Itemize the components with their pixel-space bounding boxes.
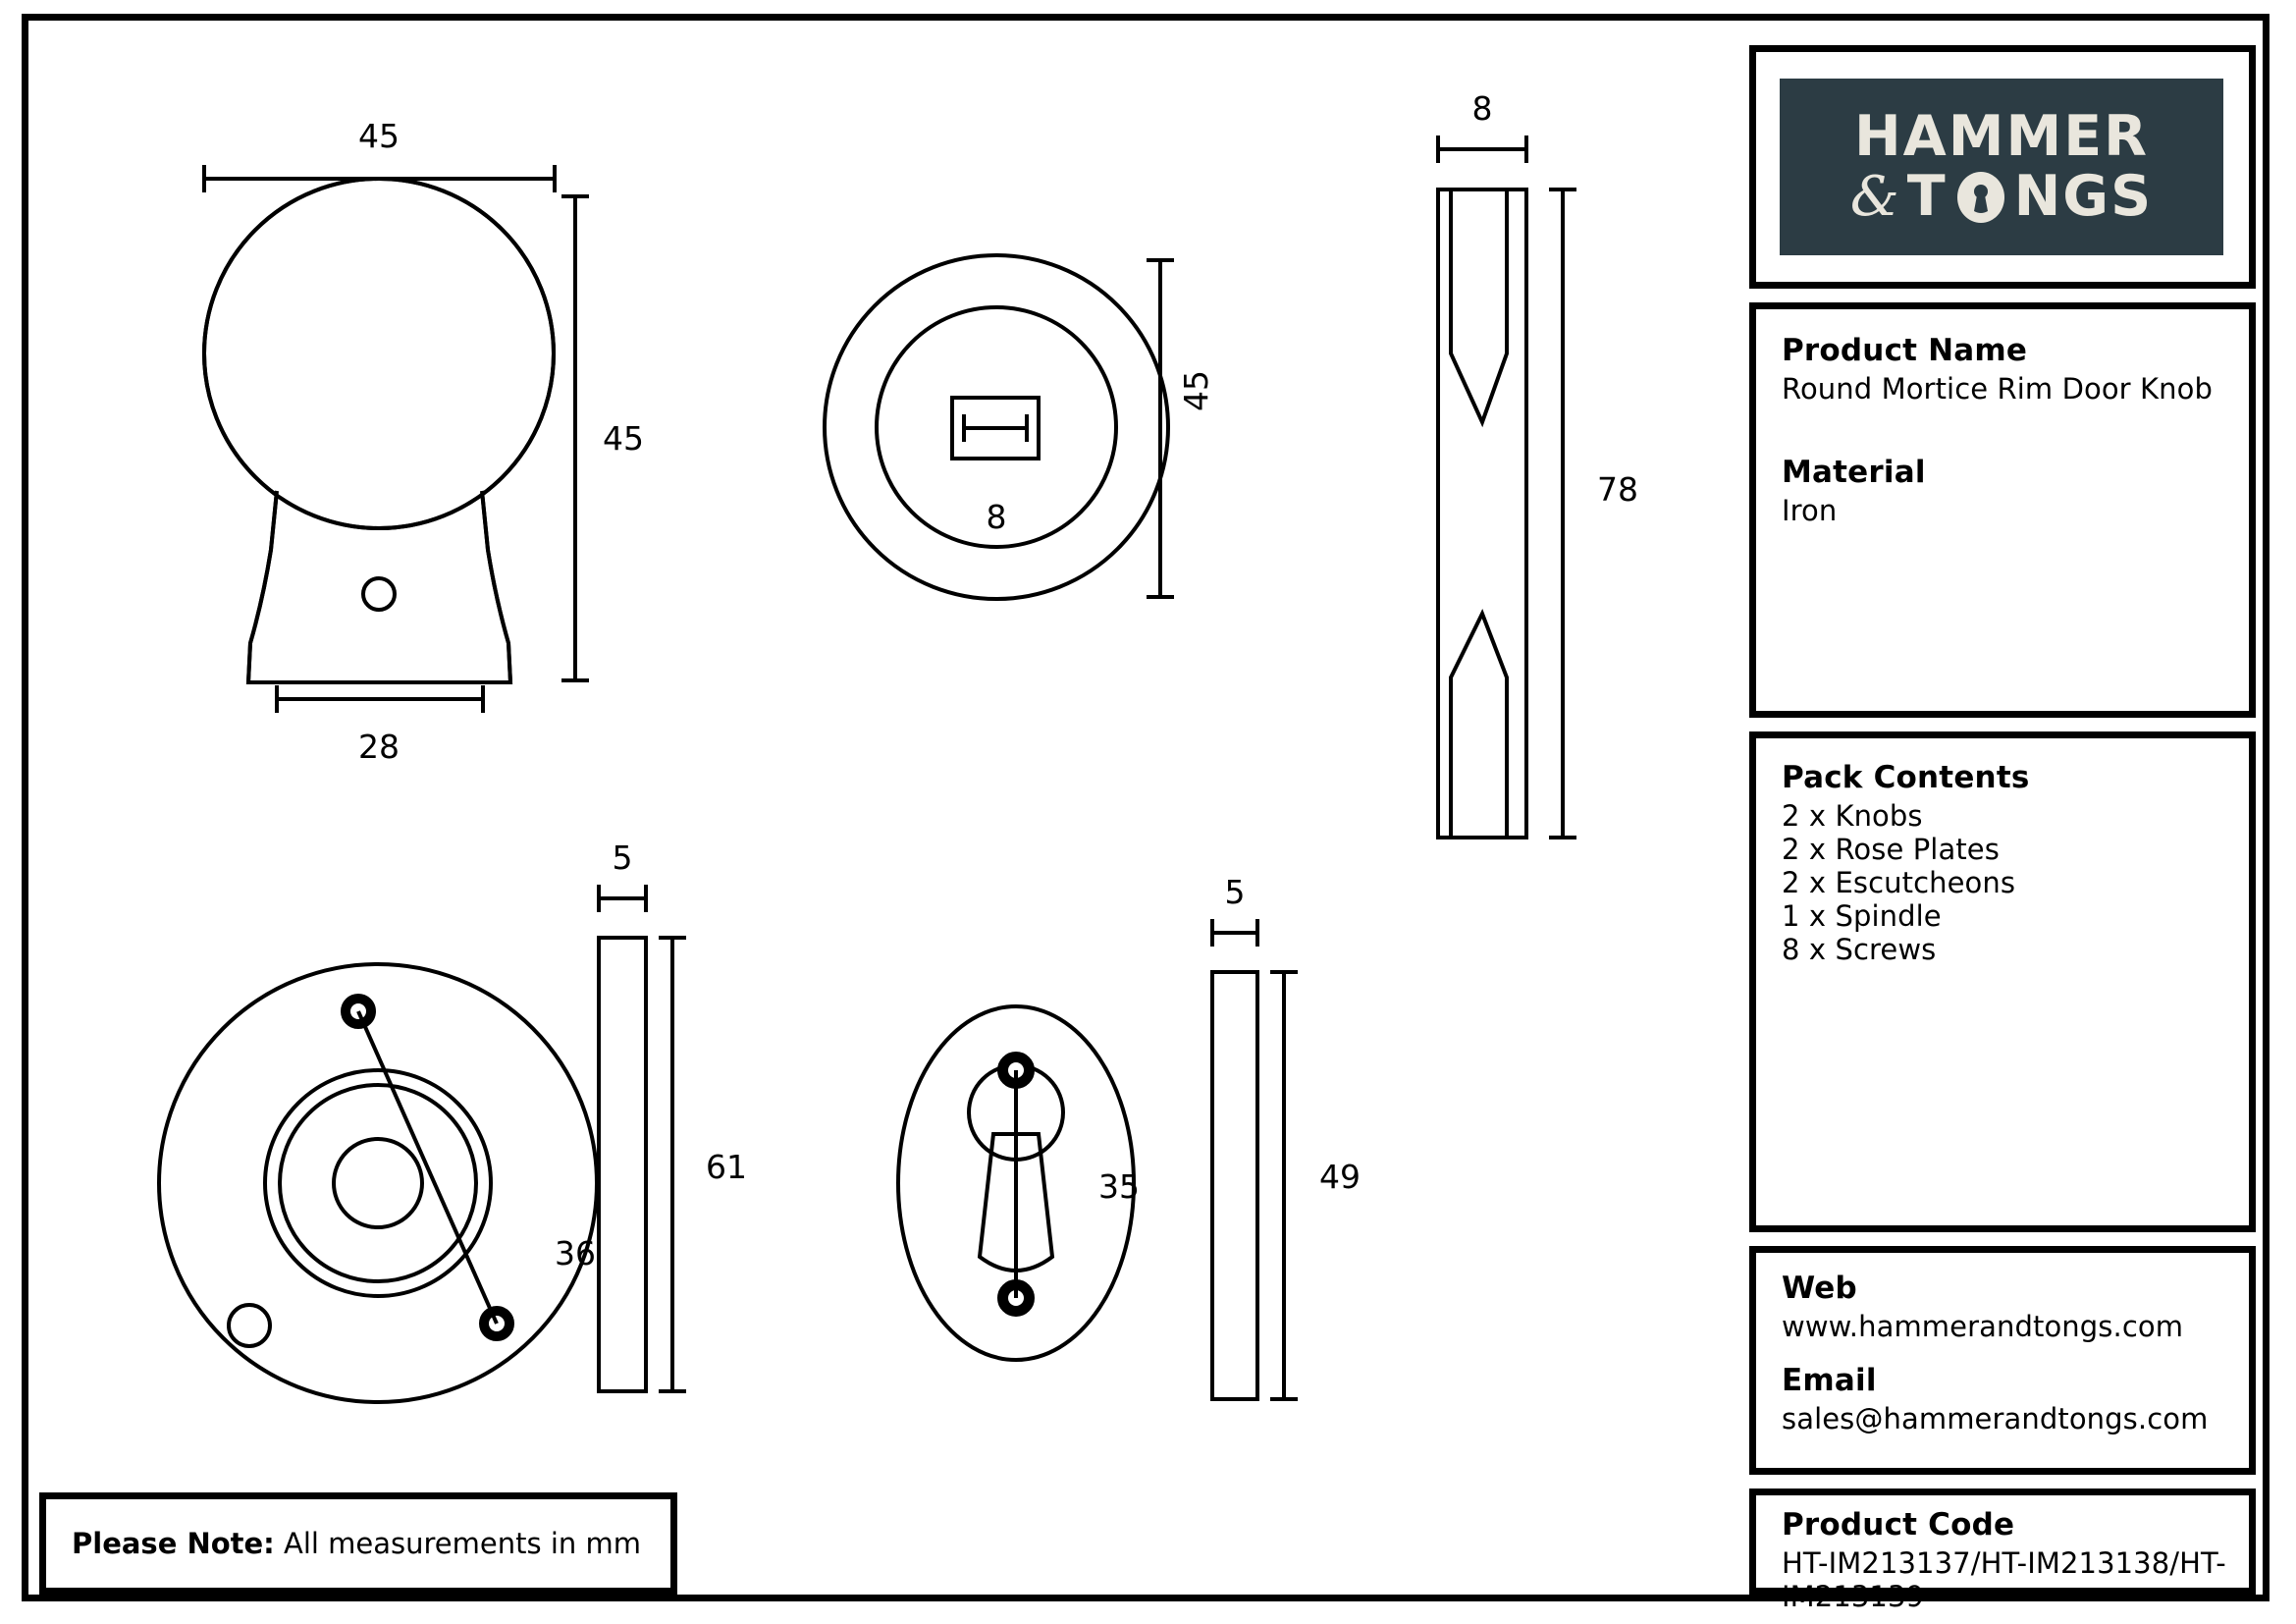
product-name-value: Round Mortice Rim Door Knob xyxy=(1782,372,2213,406)
product-name-label: Product Name xyxy=(1782,333,2028,368)
note-box xyxy=(39,1492,677,1595)
product-code-box xyxy=(1749,1489,2256,1613)
note-text xyxy=(46,1527,641,1560)
pack-item: 2 x Rose Plates xyxy=(1782,833,2000,866)
info-column xyxy=(1749,22,2256,1613)
logo-box xyxy=(1749,45,2256,289)
note-body: All measurements in mm xyxy=(274,1527,641,1560)
logo-hammer-text: HAMMER xyxy=(1853,104,2150,169)
product-info-box xyxy=(1749,302,2256,718)
dim-rose-thickness: 5 xyxy=(612,839,633,877)
dim-rose-dia: 61 xyxy=(706,1148,747,1186)
dim-esc-thickness: 5 xyxy=(1224,873,1246,911)
email-label: Email xyxy=(1782,1363,1877,1398)
dim-knob-side-width: 45 xyxy=(358,117,400,155)
dim-spindle-length: 78 xyxy=(1597,470,1638,509)
logo-ngs-text: NGS xyxy=(2013,164,2154,229)
contact-box xyxy=(1749,1246,2256,1475)
brand-logo xyxy=(1780,79,2223,255)
note-label: Please Note: xyxy=(72,1527,275,1560)
dim-esc-height: 49 xyxy=(1319,1158,1361,1196)
web-value[interactable]: www.hammerandtongs.com xyxy=(1782,1310,2184,1343)
pack-contents-label: Pack Contents xyxy=(1782,760,2030,795)
email-value[interactable]: sales@hammerandtongs.com xyxy=(1782,1402,2209,1435)
dim-esc-screw-centres: 35 xyxy=(1098,1167,1140,1206)
dim-knob-front-dia: 45 xyxy=(1177,370,1215,411)
logo-second-line xyxy=(1849,164,2154,229)
drawings-svg xyxy=(39,29,1747,1587)
logo-t-text: T xyxy=(1906,164,1948,229)
dim-knob-base-width: 28 xyxy=(358,728,400,766)
dim-spindle-width: 8 xyxy=(1471,89,1493,128)
pack-item: 2 x Escutcheons xyxy=(1782,866,2016,899)
product-code-label: Product Code xyxy=(1782,1507,2015,1543)
pack-contents-box xyxy=(1749,731,2256,1232)
drawing-area xyxy=(39,29,1747,1587)
ampersand-text: & xyxy=(1849,164,1899,229)
keyhole-icon xyxy=(1955,170,2006,225)
material-value: Iron xyxy=(1782,494,1838,527)
dim-knob-side-height: 45 xyxy=(603,419,644,458)
dim-knob-spindle-hole: 8 xyxy=(986,498,1007,536)
dim-rose-screw-centres: 36 xyxy=(555,1234,596,1272)
pack-item: 8 x Screws xyxy=(1782,933,1937,966)
web-label: Web xyxy=(1782,1271,1857,1306)
product-code-value: HT-IM213137/HT-IM213138/HT-IM213139 xyxy=(1782,1546,2226,1613)
pack-item: 2 x Knobs xyxy=(1782,799,1923,833)
pack-item: 1 x Spindle xyxy=(1782,899,1942,933)
material-label: Material xyxy=(1782,455,1926,490)
